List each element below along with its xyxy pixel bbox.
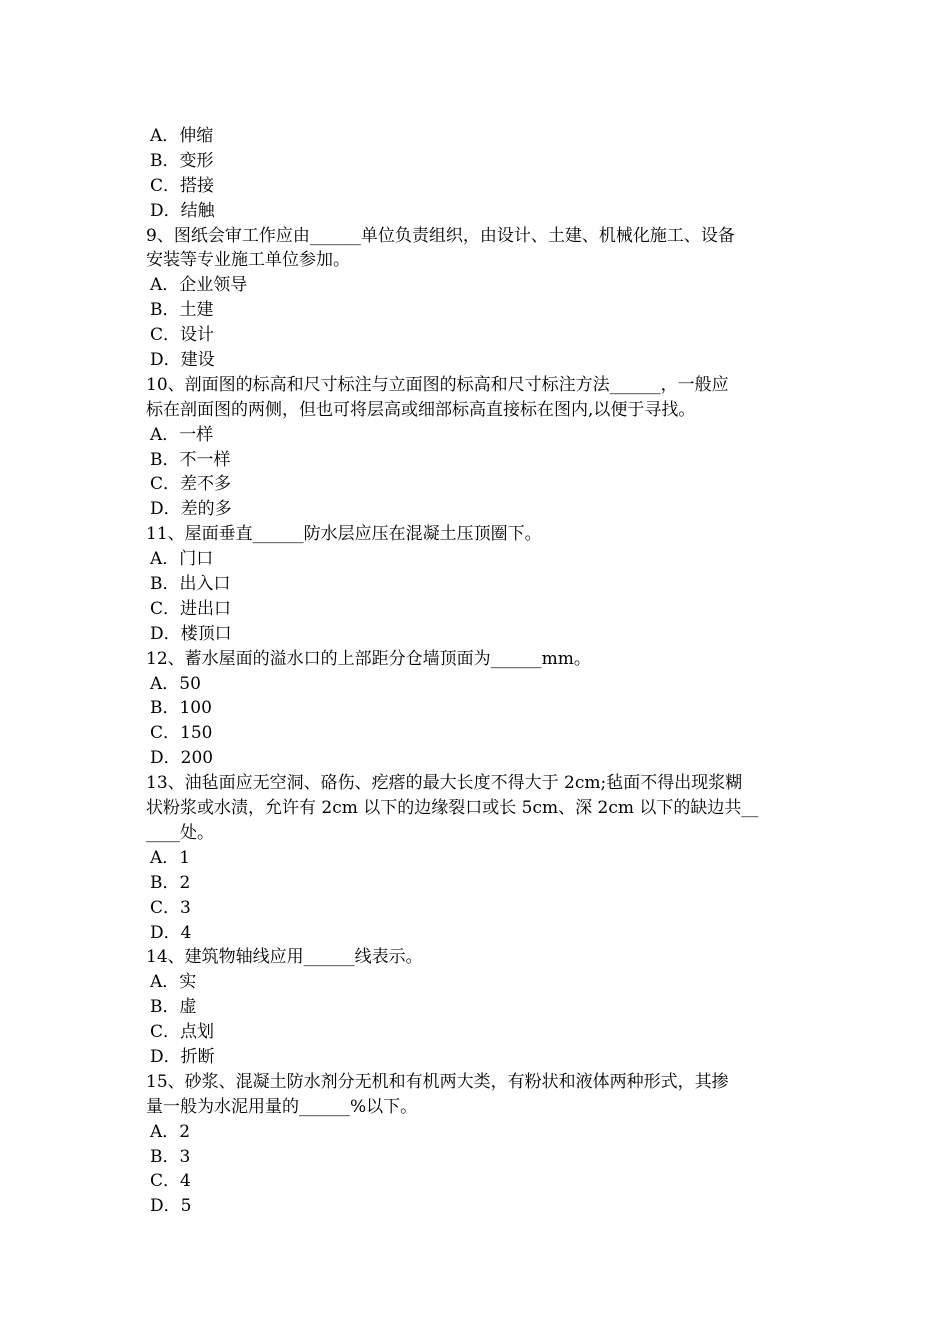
question-text: 12、蓄水屋面的溢水口的上部距分仓墙顶面为______mm。 (146, 648, 591, 669)
answer-option: A．实 (150, 972, 197, 993)
answer-option: A．企业领导 (150, 275, 248, 296)
answer-option: D．折断 (150, 1046, 215, 1067)
question-text: 11、屋面垂直______防水层应压在混凝土压顶圈下。 (146, 524, 542, 545)
answer-option: C．150 (150, 723, 213, 744)
question-text: 15、砂浆、混凝土防水剂分无机和有机两大类，有粉状和液体两种形式，其掺 (146, 1071, 729, 1092)
answer-option: B．变形 (150, 150, 214, 171)
answer-option: B．2 (150, 872, 191, 893)
answer-option: D．楼顶口 (150, 623, 232, 644)
answer-option: B．不一样 (150, 449, 231, 470)
answer-option: B．出入口 (150, 574, 231, 595)
document-page (146, 124, 810, 1219)
question-text: 安装等专业施工单位参加。 (146, 250, 350, 271)
question-text: 14、建筑物轴线应用______线表示。 (146, 947, 423, 968)
answer-option: A．一样 (150, 424, 214, 445)
answer-option: D．4 (150, 922, 192, 943)
answer-option: C．点划 (150, 1022, 215, 1043)
answer-option: A．50 (150, 673, 201, 694)
answer-option: A．2 (150, 1121, 191, 1142)
answer-option: A．1 (150, 847, 191, 868)
answer-option: B．土建 (150, 300, 214, 321)
question-text: 量一般为水泥用量的______%以下。 (146, 1096, 418, 1117)
answer-option: C．4 (150, 1171, 191, 1192)
answer-option: C．设计 (150, 325, 215, 346)
question-text: 标在剖面图的两侧，但也可将层高或细部标高直接标在图内,以便于寻找。 (146, 399, 696, 420)
answer-option: D．建设 (150, 350, 215, 371)
answer-option: C．进出口 (150, 598, 232, 619)
question-text: 9、图纸会审工作应由______单位负责组织，由设计、土建、机械化施工、设备 (146, 225, 735, 246)
answer-option: D．5 (150, 1196, 192, 1217)
answer-option: B．3 (150, 1146, 191, 1167)
answer-option: C．搭接 (150, 175, 215, 196)
answer-option: D．差的多 (150, 499, 232, 520)
answer-option: C．差不多 (150, 474, 232, 495)
answer-option: A．伸缩 (150, 126, 214, 146)
answer-option: B．100 (150, 698, 212, 719)
answer-option: B．虚 (150, 997, 197, 1018)
question-text: ____处。 (146, 822, 214, 843)
question-text: 13、油毡面应无空洞、硌伤、疙瘩的最大长度不得大于 2cm;毡面不得出现浆糊 (146, 773, 743, 794)
answer-option: D．结触 (150, 200, 215, 221)
answer-option: D．200 (150, 748, 214, 769)
answer-option: A．门口 (150, 549, 214, 570)
question-text: 10、剖面图的标高和尺寸标注与立面图的标高和尺寸标注方法______，一般应 (146, 374, 729, 395)
question-text: 状粉浆或水渍，允许有 2cm 以下的边缘裂口或长 5cm、深 2cm 以下的缺边共__ (146, 798, 759, 819)
answer-option: C．3 (150, 897, 191, 918)
